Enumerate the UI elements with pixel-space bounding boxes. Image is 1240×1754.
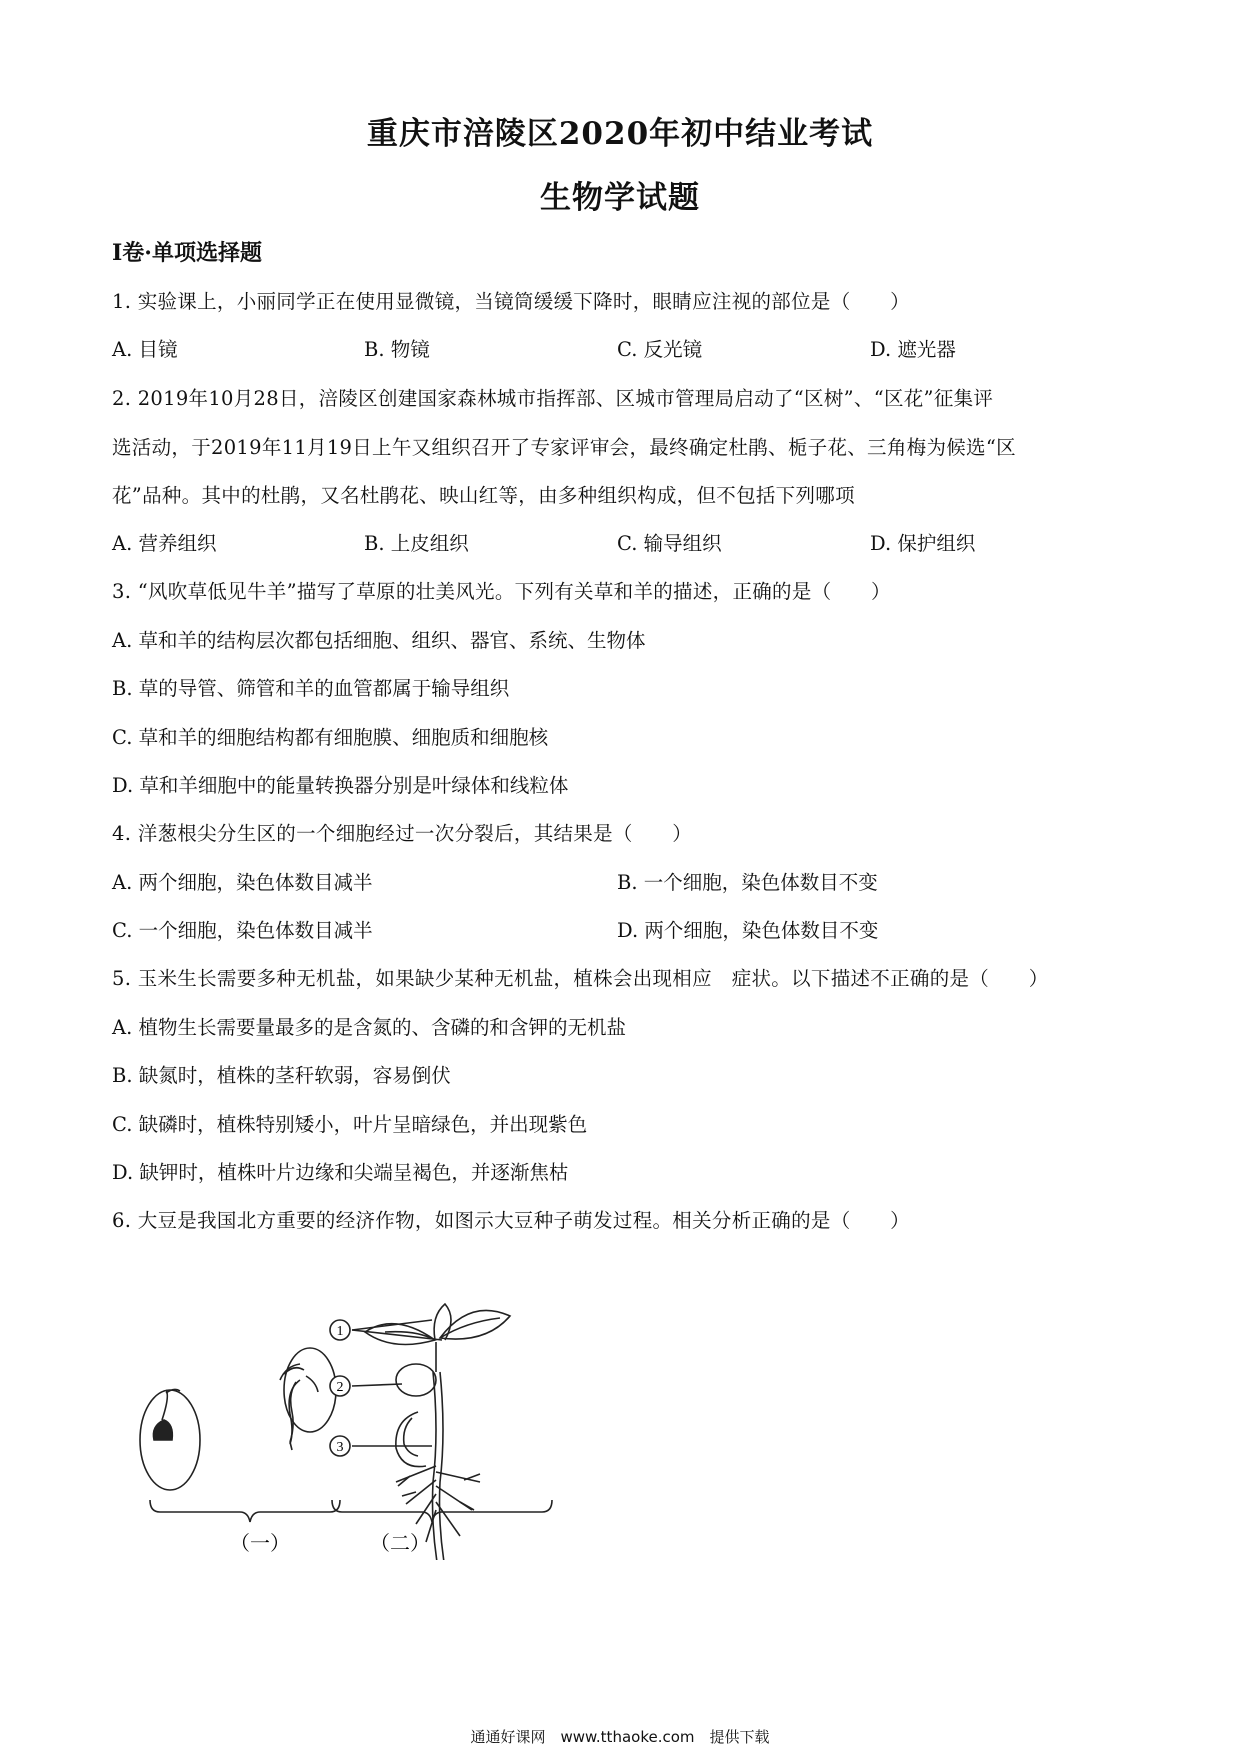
q3-option-b: B. 草的导管、筛管和羊的血管都属于输导组织 — [112, 677, 510, 700]
q1-option-c: C. 反光镜 — [617, 338, 703, 361]
q4-option-d: D. 两个细胞，染色体数目不变 — [617, 919, 879, 942]
q3-option-d: D. 草和羊细胞中的能量转换器分别是叶绿体和线粒体 — [112, 774, 569, 797]
question-5-text: 5. 玉米生长需要多种无机盐，如果缺少某种无机盐，植株会出现相应 症状。以下描述不正确的是（ ） — [112, 967, 1049, 990]
question-2-text-line-2: 选活动，于2019年11月19日上午又组织召开了专家评审会，最终确定杜鹃、栀子花、三角梅为候选“区 — [112, 436, 1016, 459]
soybean-germination-figure — [130, 1280, 600, 1560]
stage-2-label: （二） — [370, 1531, 430, 1555]
q2-option-b: B. 上皮组织 — [364, 532, 469, 555]
q5-option-a: A. 植物生长需要量最多的是含氮的、含磷的和含钾的无机盐 — [112, 1016, 626, 1039]
q2-option-c: C. 输导组织 — [617, 532, 722, 555]
q4-option-b: B. 一个细胞，染色体数目不变 — [617, 871, 878, 894]
q1-option-d: D. 遮光器 — [870, 338, 956, 361]
germinating-seed-drawing — [280, 1348, 336, 1450]
q5-option-d: D. 缺钾时，植株叶片边缘和尖端呈褐色，并逐渐焦枯 — [112, 1161, 569, 1184]
seedling-drawing — [365, 1304, 510, 1560]
label-3-marker — [330, 1436, 350, 1456]
label-1-text: 1 — [336, 1324, 344, 1339]
q2-option-d: D. 保护组织 — [870, 532, 976, 555]
question-2-text-line-1: 2. 2019年10月28日，涪陵区创建国家森林城市指挥部、区城市管理局启动了“区树”、“区花”征集评 — [112, 387, 994, 410]
stage-1-label: （一） — [230, 1531, 290, 1555]
question-1-text: 1. 实验课上，小丽同学正在使用显微镜，当镜筒缓缓下降时，眼睛应注视的部位是（ ） — [112, 290, 910, 313]
q2-option-a: A. 营养组织 — [112, 532, 217, 555]
question-6-text: 6. 大豆是我国北方重要的经济作物，如图示大豆种子萌发过程。相关分析正确的是（ ） — [112, 1209, 910, 1232]
exam-title: 重庆市涪陵区2020年初中结业考试 — [366, 116, 874, 152]
question-2-text-line-3: 花”品种。其中的杜鹃，又名杜鹃花、映山红等，由多种组织构成，但不包括下列哪项 — [112, 484, 855, 507]
question-3-text: 3. “风吹草低见牛羊”描写了草原的壮美风光。下列有关草和羊的描述，正确的是（ ） — [112, 580, 891, 603]
q5-option-c: C. 缺磷时，植株特别矮小，叶片呈暗绿色，并出现紫色 — [112, 1113, 588, 1136]
q5-option-b: B. 缺氮时，植株的茎秆软弱，容易倒伏 — [112, 1064, 451, 1087]
label-2-text: 2 — [336, 1380, 344, 1395]
label-3-text: 3 — [336, 1440, 344, 1455]
q4-option-c: C. 一个细胞，染色体数目减半 — [112, 919, 373, 942]
page-footer: 通通好课网 www.tthaoke.com 提供下载 — [470, 1728, 770, 1746]
q3-option-a: A. 草和羊的结构层次都包括细胞、组织、器官、系统、生物体 — [112, 629, 646, 652]
q3-option-c: C. 草和羊的细胞结构都有细胞膜、细胞质和细胞核 — [112, 726, 549, 749]
seed-drawing — [140, 1389, 200, 1490]
q1-option-a: A. 目镜 — [112, 338, 178, 361]
q1-option-b: B. 物镜 — [364, 338, 430, 361]
label-1-marker — [330, 1320, 350, 1340]
exam-subtitle: 生物学试题 — [540, 180, 700, 216]
question-4-text: 4. 洋葱根尖分生区的一个细胞经过一次分裂后，其结果是（ ） — [112, 822, 693, 845]
q4-option-a: A. 两个细胞，染色体数目减半 — [112, 871, 373, 894]
label-2-marker — [330, 1376, 350, 1396]
section-heading: I卷·单项选择题 — [112, 240, 262, 266]
